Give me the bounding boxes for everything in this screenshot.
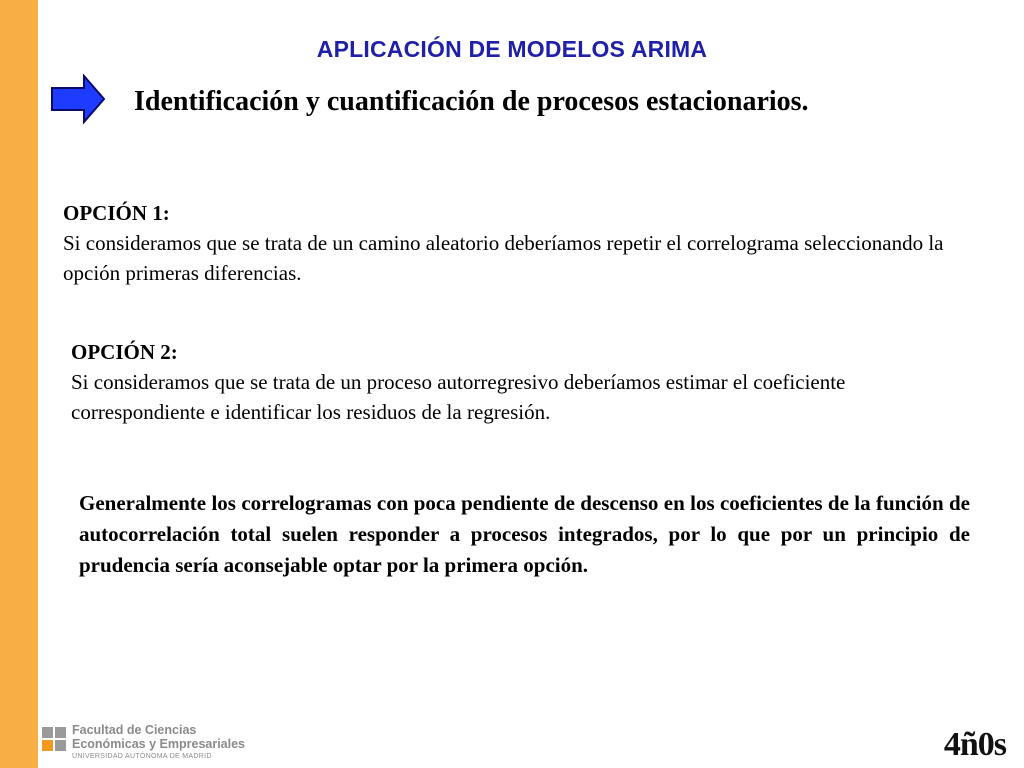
summary-paragraph: Generalmente los correlogramas con poca pendiente de descenso en los coeficientes de la función de autocorrelación total suelen responder a procesos integrados, por lo que por un principio de prudencia sería aconsejable optar por la primera opción. (79, 491, 970, 577)
option-2-block (71, 337, 951, 427)
brand-mark: 4ñ0s (943, 726, 1006, 763)
option-2-heading: OPCIÓN 2: (71, 340, 178, 364)
option-2-text: Si consideramos que se trata de un proceso autorregresivo deberíamos estimar el coeficiente correspondiente e identificar los residuos de la regresión. (71, 370, 846, 424)
option-1-block (63, 198, 1003, 288)
logo-line-3: UNIVERSIDAD AUTÓNOMA DE MADRID (72, 753, 212, 760)
logo-line-1: Facultad de Ciencias (72, 723, 197, 737)
slide-title: APLICACIÓN DE MODELOS ARIMA (316, 36, 708, 62)
slide-subtitle: Identificación y cuantificación de procesos estacionarios. (134, 86, 809, 117)
logo-line-2: Económicas y Empresariales (72, 737, 246, 751)
faculty-logo-icon (42, 727, 66, 751)
faculty-logo (42, 720, 262, 766)
option-1-text: Si consideramos que se trata de un camino aleatorio deberíamos repetir el correlograma seleccionando la opción primeras diferencias. (63, 231, 944, 285)
right-arrow-icon (50, 74, 106, 124)
option-1-heading: OPCIÓN 1: (63, 201, 170, 225)
side-accent-bar (0, 0, 38, 768)
